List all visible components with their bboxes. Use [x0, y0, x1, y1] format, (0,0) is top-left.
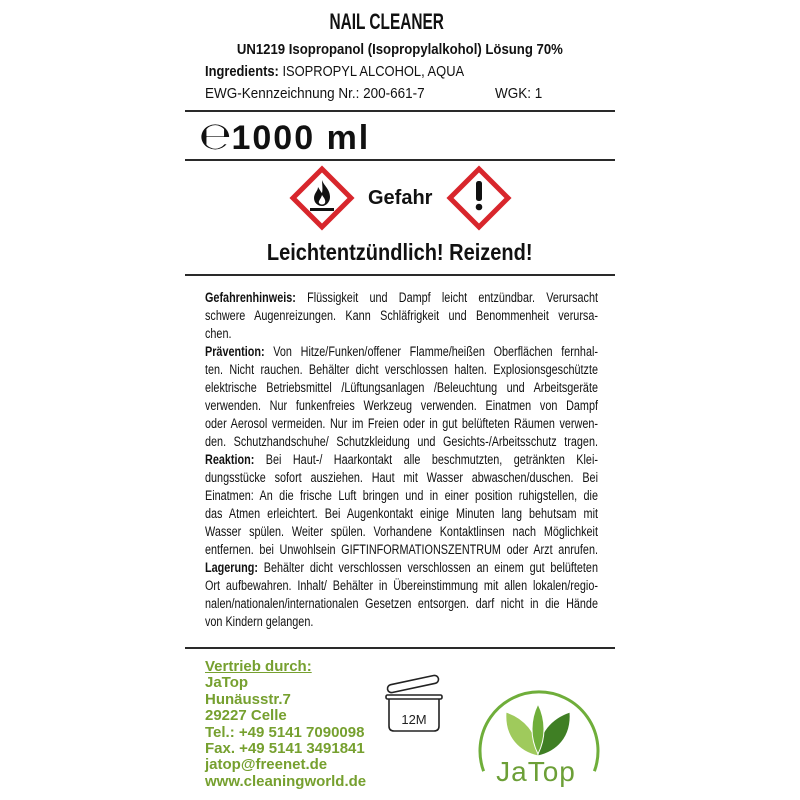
exclamation-mark-icon	[476, 181, 483, 210]
safety-text-line	[205, 343, 598, 361]
distributor-city: 29227 Celle	[205, 707, 287, 725]
distributor-heading: Vertrieb durch:	[205, 658, 312, 675]
separator-rule	[185, 647, 615, 649]
distributor-phone: Tel.: +49 5141 7090098	[205, 723, 365, 741]
safety-text-content: den. Schutzhandschuhe/ Schutzkleidung und Gesichts-/Arbeitsschutz tragen.	[205, 434, 598, 449]
safety-text-line	[205, 559, 598, 577]
safety-text-content: Von Hitze/Funken/offener Flamme/heißen Oberflächen fernhal-	[273, 344, 598, 359]
safety-text-content: dungsstücke sofort ausziehen. Haut mit Wasser abwaschen/duschen. Bei	[205, 470, 598, 485]
safety-text-content: ten. Nicht rauchen. Behälter dicht verschlossen halten. Explosionsgeschützte	[205, 362, 598, 377]
safety-text-line	[205, 613, 598, 631]
distributor-block	[205, 659, 366, 790]
pao-symbol	[383, 668, 445, 734]
estimated-sign-icon: ℮	[199, 114, 232, 158]
safety-text-line	[205, 505, 598, 523]
safety-text-content: schwere Augenreizungen. Kann Schläfrigkeit und Benommenheit verursa-	[205, 308, 598, 323]
hazard-headline-row	[150, 238, 650, 270]
safety-text-line	[205, 397, 598, 415]
signal-word: Gefahr	[368, 187, 433, 209]
separator-rule	[185, 159, 615, 161]
pao-label: 12M	[401, 712, 427, 727]
un-number-line: UN1219 Isopropanol (Isopropylalkohol) Lösung 70%	[237, 41, 563, 58]
safety-text-line	[205, 469, 598, 487]
ingredients	[205, 62, 464, 82]
safety-section-label: Prävention:	[205, 344, 265, 359]
safety-text-line	[205, 307, 598, 325]
product-title: NAIL CLEANER	[329, 9, 445, 34]
safety-text-line	[205, 433, 598, 451]
volume-row	[199, 114, 370, 158]
irritant-pictogram	[446, 165, 512, 231]
hazard-headline: Leichtentzündlich! Reizend!	[267, 239, 533, 265]
flammable-pictogram	[289, 165, 355, 231]
safety-text-content: Flüssigkeit und Dampf leicht entzündbar. Verursacht	[307, 290, 598, 305]
safety-text-content: Bei Haut-/ Haarkontakt alle beschmutzten, getränkten Klei-	[265, 452, 598, 467]
safety-text-content: chen.	[205, 326, 232, 341]
separator-rule	[185, 274, 615, 276]
safety-text-content: verwenden. Nur funkenfreies Werkzeug verwenden. Einatmen von Dampf	[205, 398, 598, 413]
safety-text-line	[205, 523, 598, 541]
leaf-icon	[506, 704, 570, 756]
safety-text-content: Wasser spülen. Weiter spülen. Vorhandene Kontaktlinsen nach Möglichkeit	[205, 524, 598, 539]
safety-text-line	[205, 325, 598, 343]
ingredients-label: Ingredients:	[205, 64, 279, 80]
safety-text-line	[205, 379, 598, 397]
safety-section-label: Lagerung:	[205, 560, 258, 575]
safety-text-line	[205, 541, 598, 559]
wgk-class: WGK: 1	[495, 86, 543, 102]
distributor-email: jatop@freenet.de	[205, 756, 328, 774]
safety-text-content: entfernen. bei Unwohlsein GIFTINFORMATIONSZENTRUM oder Arzt anrufen.	[205, 542, 598, 557]
safety-text-content: Einatmen: An die frische Luft bringen und in einer position ruhigstellen, die	[205, 488, 598, 503]
jatop-logo	[476, 686, 602, 800]
un-number-row	[150, 40, 650, 60]
safety-text-line	[205, 451, 598, 469]
distributor-street: Hunäusstr.7	[205, 690, 291, 708]
distributor-website: www.cleaningworld.de	[205, 772, 367, 790]
wgk-row	[495, 84, 546, 104]
safety-text-content: Ort aufbewahren. Inhalt/ Behälter in Übereinstimmung mit allen lokalen/regio-	[205, 578, 598, 593]
safety-text-line	[205, 415, 598, 433]
ingredients-value: ISOPROPYL ALCOHOL, AQUA	[282, 64, 465, 80]
ewg-row	[205, 84, 441, 104]
safety-section-label: Reaktion:	[205, 452, 255, 467]
safety-text-line	[205, 595, 598, 613]
safety-text-content: Behälter dicht verschlossen verschlossen an einem gut belüfteten	[263, 560, 598, 575]
safety-text-content: oder Aerosol vermeiden. Nur im Freien oder in gut belüfteten Räumen verwen-	[205, 416, 598, 431]
safety-text-content: elektrische Betriebsmittel /Lüftungsanlagen /Beleuchtung und Arbeitsgeräte	[205, 380, 598, 395]
safety-text-content: von Kindern gelangen.	[205, 614, 314, 629]
separator-rule	[185, 110, 615, 112]
distributor-fax: Fax. +49 5141 3491841	[205, 739, 365, 757]
safety-text-line	[205, 289, 598, 307]
logo-text: JaTop	[496, 756, 576, 787]
product-title-row	[250, 9, 524, 38]
safety-text-content: nalen/nationalen/internationalen Gesetzen entsorgen. darf nicht in die Hände	[205, 596, 598, 611]
safety-text-line	[205, 487, 598, 505]
safety-text-line	[205, 361, 598, 379]
safety-section-label: Gefahrenhinweis:	[205, 290, 296, 305]
safety-text-line	[205, 577, 598, 595]
ingredients-row	[205, 62, 496, 82]
distributor-name: JaTop	[205, 674, 249, 692]
safety-text-content: das Atmen erleichtert. Bei Augenkontakt einige Minuten lang behutsam mit	[205, 506, 598, 521]
safety-text	[205, 289, 695, 631]
volume: 1000 ml	[231, 119, 371, 157]
ewg-number: EWG-Kennzeichnung Nr.: 200-661-7	[205, 86, 425, 102]
